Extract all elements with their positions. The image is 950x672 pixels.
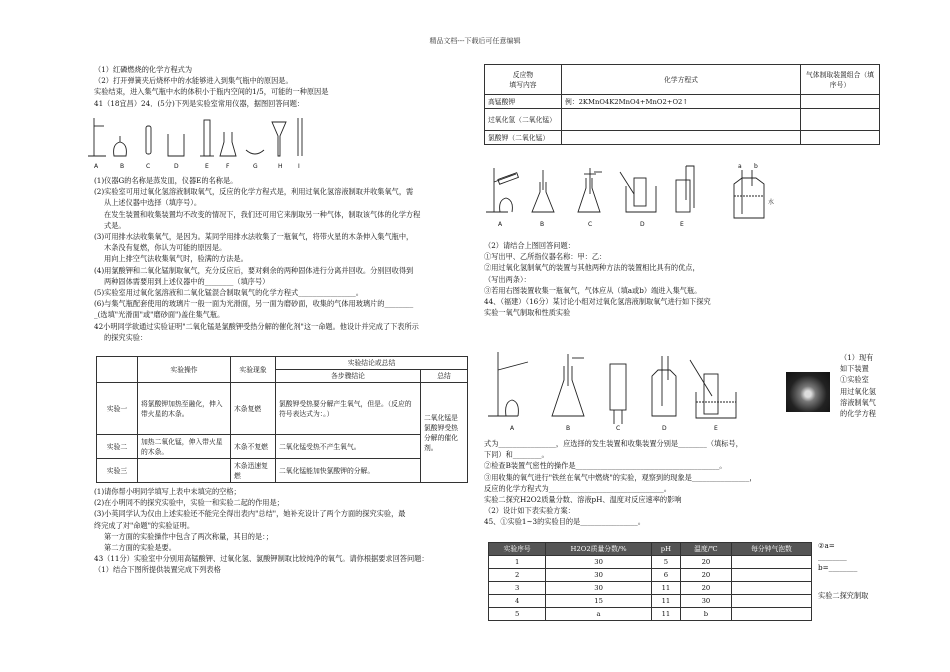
apparatus-label: E (680, 221, 684, 228)
oxygen-apparatus-figure (484, 346, 764, 436)
table-cell: 将氯酸钾加热至融化，伸入带火星的木条。 (138, 383, 231, 435)
table-header: 化学方程式 (562, 65, 801, 95)
text-line: (2)实验室可用过氧化氢溶液制取氧气，反应的化学方程式是，利用过氧化氢溶液制取并收集氧气，需 (94, 187, 414, 197)
text-line: _(选填"光滑面"或"磨砂面")盖住集气瓶。 (94, 310, 225, 320)
table-cell: 实验一 (97, 383, 138, 435)
text-line: 第一方面的实验操作中包含了两次称量，其目的是：； (104, 531, 273, 541)
table-header: 各步骤结论 (276, 370, 421, 383)
text-line: ①写出甲、乙所指仪器名称：甲：乙： (484, 252, 607, 262)
table-cell (801, 109, 880, 131)
table-header: 总结 (421, 370, 468, 383)
table-45 (488, 542, 812, 621)
table-cell: 1 (489, 556, 546, 569)
table-cell (562, 131, 801, 145)
table-cell (97, 357, 138, 383)
text-line: 45、①实验1~3的实验目的是________________。 (484, 517, 645, 527)
table-cell: 5 (651, 556, 680, 569)
table-cell: 氯酸钾受热要分解产生氧气，但是。（反应的符号表达式为：。） (276, 383, 421, 435)
table-cell: 30 (546, 569, 652, 582)
table-row (489, 608, 812, 621)
table-cell: 11 (651, 582, 680, 595)
text-line: ③若用右图装置收集一瓶氧气，气体应从（填a或b）端进入集气瓶。 (484, 285, 702, 295)
apparatus-label: D (174, 163, 179, 170)
table-row (485, 95, 880, 109)
right-side-notes (836, 352, 896, 419)
table-cell: 20 (680, 569, 731, 582)
text-line: (3)可用排水法收集氧气，是因为。某同学用排水法收集了一瓶氧气，将带火星的木条伸入集气瓶中， (94, 232, 414, 242)
right-column-mid (484, 240, 884, 318)
table-cell (731, 608, 811, 621)
text-line: ①实验室 (840, 375, 869, 385)
table-43 (484, 64, 880, 145)
apparatus-label: F (226, 163, 230, 170)
text-line: 实验二探究H2O2质量分数、溶液pH、温度对反应速率的影响 (484, 495, 682, 505)
iron-burning-photo (786, 372, 830, 412)
text-line: 在发生装置和收集装置均不改变的情况下，我们还可用它来制取另一种气体，制取该气体的化学方程 (104, 209, 421, 219)
apparatus-label: D (662, 425, 667, 432)
table-cell: 过氧化氢（二氧化锰） (485, 109, 562, 131)
text-line: 43（11分）实验室中分别用高锰酸钾、过氧化氢、氯酸钾制取比较纯净的氧气。请你根据要求回答问题： (94, 554, 429, 564)
text-line: 实验一氧气制取和性质实验 (484, 308, 571, 318)
table-cell: 6 (651, 569, 680, 582)
text-line: 终完成了对"命题"的实验证明。 (94, 520, 195, 530)
table-header: 气体制取装置组合（填序号） (801, 65, 880, 95)
table-cell: 11 (651, 608, 680, 621)
apparatus-label: A (498, 221, 503, 228)
table-cell: 木条复燃 (231, 383, 276, 435)
apparatus-label: A (94, 163, 99, 170)
table-cell: 20 (680, 582, 731, 595)
table-cell (801, 131, 880, 145)
table-cell: 2 (489, 569, 546, 582)
table-cell: 二氧化锰是氯酸钾受热分解的催化剂。 (421, 383, 468, 483)
table-header: 反应物 填写内容 (485, 65, 562, 95)
text-line: ②a= (818, 541, 835, 550)
table-row (97, 459, 468, 483)
table-cell (731, 556, 811, 569)
table-header: 实验序号 (489, 543, 546, 556)
table-cell: 实验三 (97, 459, 138, 483)
table-cell (731, 582, 811, 595)
apparatus-label: 水 (768, 199, 775, 206)
table-cell: 高锰酸钾 (485, 95, 562, 109)
table-cell: 加热二氧化锰，伸入带火星的木条。 (138, 435, 231, 459)
table-header: 每分钟气泡数 (731, 543, 811, 556)
table-cell: 11 (651, 595, 680, 608)
gas-apparatus-figure (480, 160, 780, 232)
table-row (485, 131, 880, 145)
text-line: 式是。 (104, 220, 126, 230)
table-45-side (818, 540, 898, 574)
text-line: 的化学方程 (840, 409, 876, 419)
text-line: 第二方面的实验是要。 (104, 543, 176, 553)
table-cell: b (680, 608, 731, 621)
text-line: 的探究实验： (104, 332, 148, 342)
experiment-table-42 (96, 356, 468, 483)
table-cell: 5 (489, 608, 546, 621)
table-cell (562, 109, 801, 131)
apparatus-label: B (120, 163, 125, 170)
table-cell (731, 569, 811, 582)
apparatus-label: H (278, 163, 283, 170)
table-cell: 4 (489, 595, 546, 608)
apparatus-labels (94, 163, 300, 170)
table-cell: a (546, 608, 652, 621)
text-line: 42小明同学欲通过实验证明"二氧化锰是氯酸钾受热分解的催化剂"这一命题。他设计并完成了下表所示 (94, 321, 419, 331)
apparatus-label: D (640, 221, 645, 228)
text-line: 式为________________，应选择的发生装置和收集装置分别是________（填标号， (484, 439, 743, 448)
text-line: 41（18宜昌）24．(5分)下列是实验室常用仪器，据图回答问题： (94, 98, 305, 108)
table-cell: 例：2KMnO4K2MnO4+MnO2+O2↑ (562, 95, 801, 109)
text-line: （1）结合下图所提供装置完成下列表格 (94, 565, 221, 575)
text-line: 实验结束，进入集气瓶中水的体积小于瓶内空间的1/5，可能的一种原因是 (94, 87, 329, 97)
table-header: pH (651, 543, 680, 556)
text-line: （1）现有 (840, 353, 874, 362)
table-header: 温度/℃ (680, 543, 731, 556)
table-cell: 二氧化锰受热不产生氧气。 (276, 435, 421, 459)
table-row (489, 582, 812, 595)
text-line: b=________ (818, 563, 858, 573)
text-line: (5)实验室用过氧化氢溶液和二氧化锰混合制取氧气的化学方程式________________。 (94, 288, 363, 298)
table-cell: 30 (546, 582, 652, 595)
table-header: 实验结论或总结 (276, 357, 468, 370)
text-line: 从上述仪器中选择（填序号）。 (104, 198, 202, 208)
last-line (818, 590, 898, 601)
table-row (485, 109, 880, 131)
apparatus-label: E (205, 163, 209, 170)
text-line: ②用过氧化氢制氧气的装置与其他两种方法的装置相比具有的优点， (484, 263, 700, 273)
document-header: 精品文档---下载后可任意编辑 (429, 37, 521, 45)
text-line: 用向上排空气法收集氧气时，验满的方法是。 (104, 254, 248, 264)
right-column-bottom (484, 438, 884, 528)
table-cell: 实验二 (97, 435, 138, 459)
table-cell: 木条不复燃 (231, 435, 276, 459)
text-line: （2）请结合上图回答问题： (484, 241, 575, 250)
apparatus-label: C (146, 163, 151, 170)
text-line: (1)请你帮小明同学填写上表中未填完的空格； (94, 487, 241, 496)
text-line: （1）红磷燃烧的化学方程式为 (94, 65, 193, 74)
text-line: (6)与集气瓶配套使用的玻璃片一般一面为光滑面，另一面为磨砂面，收集的气体用玻璃片的________ (94, 299, 414, 309)
table-cell: 木条迅速复燃 (231, 459, 276, 483)
table-cell (801, 95, 880, 109)
table-cell: 氯酸钾（二氧化锰） (485, 131, 562, 145)
text-line: 用过氧化氢 (840, 386, 876, 396)
apparatus-label: G (253, 163, 258, 170)
text-line: ③用收集的氧气进行"铁丝在氧气中燃烧"的实验，观察到的现象是________________， (484, 472, 757, 482)
text-line: 溶液制氧气 (840, 397, 876, 407)
text-line: ________ (818, 552, 847, 562)
text-line: ②检查B装置气密性的操作是________________________________________。 (484, 461, 727, 471)
table-cell (138, 459, 231, 483)
text-line: 两种固体需要用到上述仪器中的________（填序号） (104, 276, 270, 286)
apparatus-label: C (616, 425, 621, 432)
apparatus-label: C (588, 221, 593, 228)
table-cell: 15 (546, 595, 652, 608)
table-row (489, 569, 812, 582)
table-header: 实验操作 (138, 357, 231, 383)
text-line: 下同）和________。 (484, 450, 549, 460)
table-row (97, 435, 468, 459)
left-column-after (94, 486, 474, 576)
text-line: 44、（福建）（16分）某讨论小组对过氧化氢溶液制取氧气进行如下探究 (484, 297, 711, 307)
apparatus-label: B (566, 425, 571, 432)
table-cell: 30 (546, 556, 652, 569)
table-row (489, 556, 812, 569)
text-line: (1)仪器G的名称是蒸发皿，仪器E的名称是。 (94, 176, 238, 185)
left-column-q41 (94, 175, 474, 343)
text-line: （2）打开弹簧夹后烧杯中的水能够进入到集气瓶中的原因是。 (94, 76, 293, 86)
text-line: （2）设计如下表实验方案： (484, 506, 575, 516)
apparatus-label: I (298, 163, 300, 170)
left-column (94, 64, 474, 109)
text-line: (3)小英同学认为仅由上述实验还不能完全得出表内"总结"，她补充设计了两个方面的探究实验，最 (94, 509, 406, 519)
table-row (97, 383, 468, 435)
text-line: 如下装置 (840, 364, 869, 374)
table-cell (731, 595, 811, 608)
table-header: H2O2质量分数/% (546, 543, 652, 556)
apparatus-label: b (754, 163, 758, 170)
text-line: (2)在小明同不的探究实验中，实验一和实验二起的作用是； (94, 498, 284, 508)
text-line: 木条没有复燃，你认为可能的原因是。 (104, 243, 227, 253)
table-row (489, 595, 812, 608)
text-line: (4)用氯酸钾和二氧化锰制取氧气，充分反应后，要对剩余的两种固体进行分离并回收。分别回收得到 (94, 265, 414, 275)
table-cell: 20 (680, 556, 731, 569)
text-line: 反应的化学方程式为________________________________。 (484, 483, 671, 493)
table-header: 实验现象 (231, 357, 276, 383)
lab-apparatus-figure (86, 112, 316, 174)
apparatus-label: a (738, 163, 742, 170)
text-line: 实验二探究制取 (818, 591, 869, 600)
apparatus-label: A (510, 425, 515, 432)
apparatus-label: E (714, 425, 718, 432)
table-cell: 30 (680, 595, 731, 608)
text-line: （写出两条）： (484, 274, 531, 284)
table-cell: 二氧化锰能加快氯酸钾的分解。 (276, 459, 421, 483)
table-cell: 3 (489, 582, 546, 595)
apparatus-label: B (540, 221, 545, 228)
